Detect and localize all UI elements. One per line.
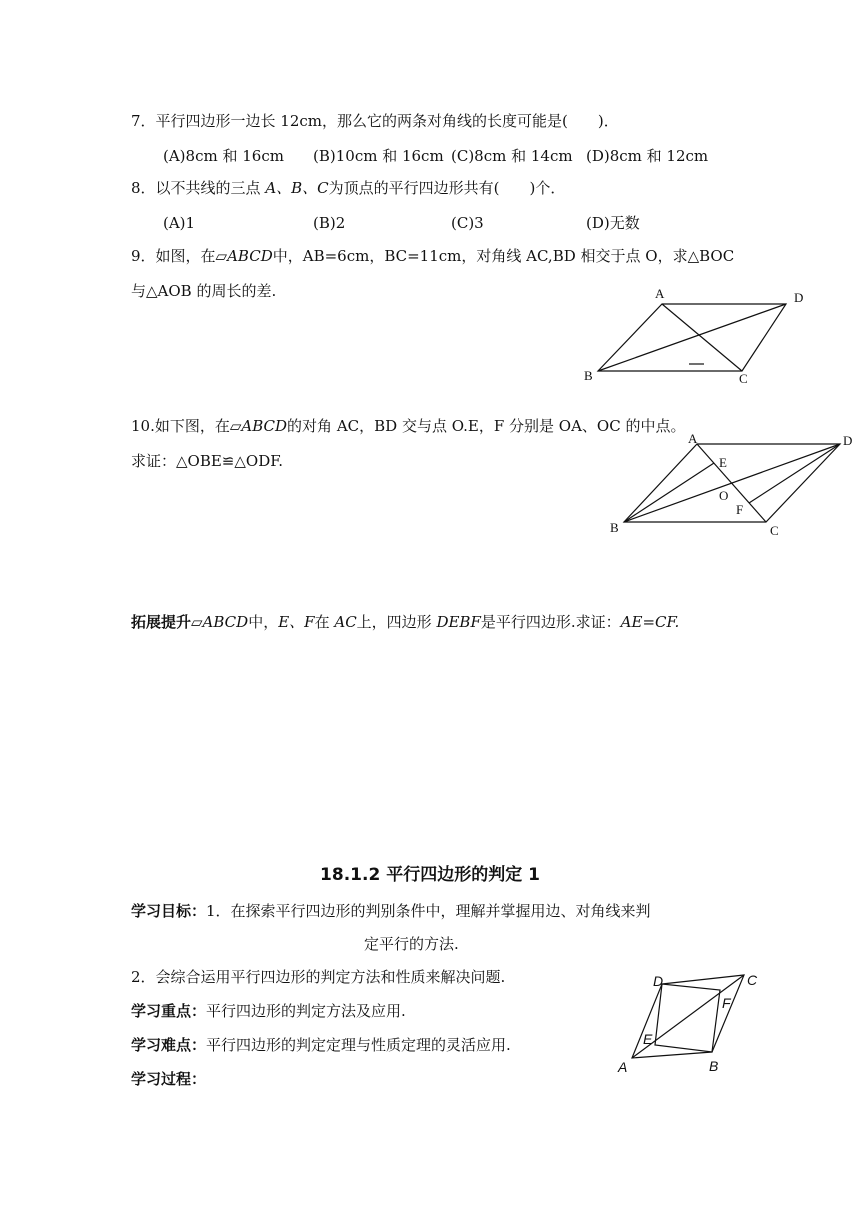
figure-q10-lines [624, 444, 840, 522]
section-label-b: B [709, 1058, 719, 1074]
q10-label-e: E [719, 455, 727, 470]
learning-goal-1a: 1．在探索平行四边形的判别条件中，理解并掌握用边、对角线来判 [206, 902, 651, 920]
q9-label-c: C [739, 371, 748, 386]
question-9-suffix: 中，AB=6cm，BC=11cm，对角线 AC,BD 相交于点 O，求△BOC [272, 247, 735, 265]
q10-diagonal-bd [624, 444, 840, 522]
q8-option-b: (B)2 [313, 214, 346, 232]
q9-label-d: D [794, 290, 804, 305]
q7-option-a: (A)8cm 和 16cm [163, 147, 284, 165]
section-diagonal-ac [632, 975, 744, 1058]
section-parallelogram-edges [632, 975, 744, 1058]
figure-section-lines [632, 975, 744, 1058]
extension-goal: AE=CF. [620, 613, 680, 631]
q9-diagonal-bd [598, 304, 786, 371]
figure-q9-lines [598, 304, 786, 371]
question-10-suffix: 的对角 AC，BD 交与点 O.E，F 分别是 OA、OC 的中点。 [287, 417, 686, 435]
q10-segment-be [624, 463, 714, 522]
learning-goals-label: 学习目标： [131, 902, 207, 920]
q10-parallelogram-edges [624, 444, 840, 522]
q9-parallelogram-edges [598, 304, 786, 371]
learning-process [131, 1069, 206, 1089]
question-8-prefix: 8．以不共线的三点 [131, 179, 266, 197]
q7-option-b: (B)10cm 和 16cm [313, 147, 444, 165]
q9-diagonal-ac [662, 304, 742, 371]
key-point-label: 学习重点： [131, 1002, 207, 1020]
question-9 [131, 246, 734, 266]
section-label-d: D [653, 973, 664, 989]
question-10 [131, 416, 685, 436]
question-10-prefix: 10.如下图，在 [131, 417, 230, 435]
difficulty-text: 平行四边形的判定定理与性质定理的灵活应用. [206, 1036, 511, 1054]
question-10-shape: ▱ABCD [229, 417, 288, 435]
q8-option-d: (D)无数 [586, 214, 640, 232]
section-label-f: F [722, 995, 731, 1011]
q7-option-d: (D)8cm 和 12cm [586, 147, 709, 165]
question-7 [131, 111, 619, 131]
section-title: 18.1.2 平行四边形的判定 1 [320, 865, 540, 885]
q10-label-f: F [736, 502, 744, 517]
key-point-text: 平行四边形的判定方法及应用. [206, 1002, 406, 1020]
extension-shape: ▱ABCD [191, 613, 249, 631]
learning-process-label: 学习过程： [131, 1070, 207, 1088]
question-8-suffix: 为顶点的平行四边形共有( )个． [328, 179, 566, 197]
question-7-text: 7．平行四边形一边长 12cm，那么它的两条对角线的长度可能是( )． [131, 112, 619, 130]
extension-debf: DEBF [436, 613, 481, 631]
extension-text-1: 中， [248, 613, 279, 631]
section-label-a: A [618, 1059, 628, 1075]
q10-segment-df [749, 444, 840, 503]
learning-goals [131, 901, 651, 921]
question-9-prefix: 9．如图，在 [131, 247, 216, 265]
q8-option-a: (A)1 [163, 214, 196, 232]
extension-text-3: 上，四边形 [356, 613, 437, 631]
difficulty [131, 1035, 511, 1055]
q10-diagonal-ac [697, 444, 766, 522]
difficulty-label: 学习难点： [131, 1036, 207, 1054]
key-point [131, 1001, 406, 1021]
q10-label-b: B [610, 520, 619, 535]
extension-label: 拓展提升 [131, 613, 192, 631]
question-9-shape: ▱ABCD [215, 247, 273, 265]
question-10-line-2: 求证：△OBE≌△ODF. [131, 452, 284, 470]
section-quad-debf [655, 984, 720, 1052]
question-9-line-2: 与△AOB 的周长的差. [131, 282, 277, 300]
question-8 [131, 178, 565, 198]
section-label-e: E [643, 1031, 653, 1047]
extension-ac: AC [334, 613, 357, 631]
learning-goal-1b: 定平行的方法. [364, 935, 459, 953]
q10-label-o: O [719, 488, 729, 503]
question-8-points: A、B、C [265, 179, 329, 197]
extension-problem [131, 612, 679, 632]
q7-option-c: (C)8cm 和 14cm [451, 147, 573, 165]
q8-option-c: (C)3 [451, 214, 484, 232]
extension-text-2: 在 [314, 613, 335, 631]
q9-label-b: B [584, 368, 593, 383]
learning-goal-2: 2．会综合运用平行四边形的判定方法和性质来解决问题. [131, 968, 506, 986]
extension-ef: E、F [278, 613, 315, 631]
q10-label-c: C [770, 523, 779, 538]
section-label-c: C [747, 972, 758, 988]
q10-label-a: A [688, 431, 698, 446]
q9-label-a: A [655, 286, 665, 301]
extension-text-4: 是平行四边形.求证： [480, 613, 621, 631]
q10-label-d: D [843, 433, 853, 448]
